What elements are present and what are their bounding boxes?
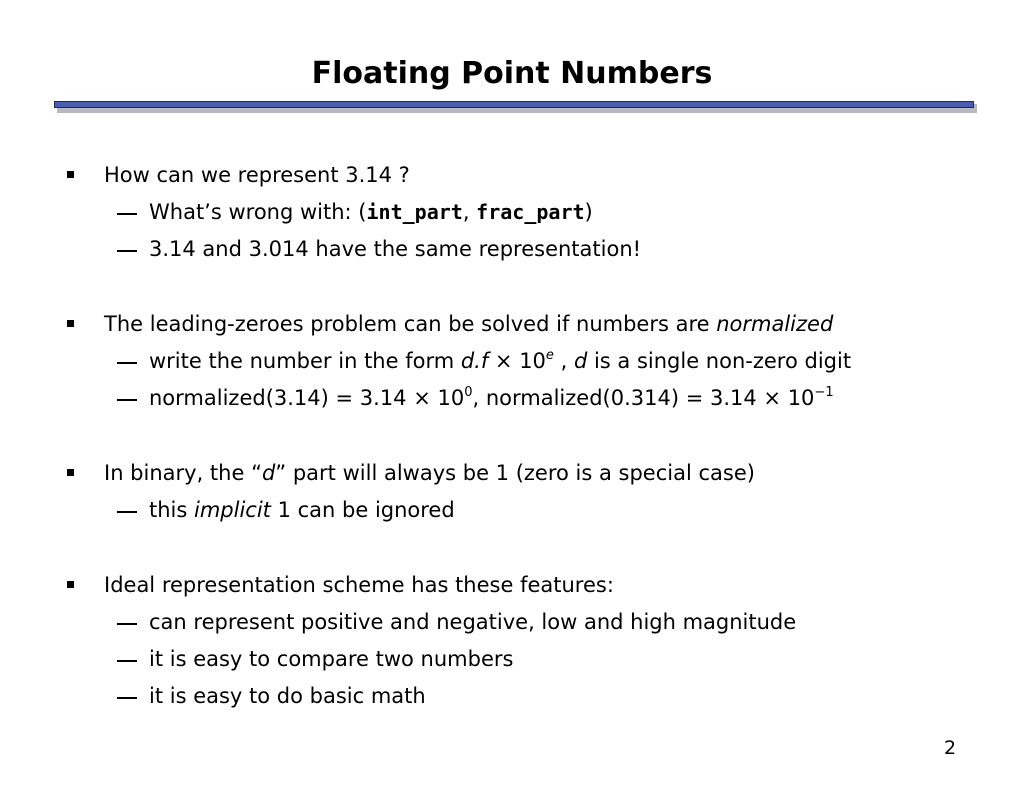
exponent-minus-1: −1 bbox=[814, 385, 834, 400]
bullet-square-icon bbox=[67, 581, 74, 588]
dash-icon bbox=[117, 623, 137, 625]
code-frac-part: frac_part bbox=[476, 200, 585, 224]
sub-item-4-2: it is easy to compare two numbers bbox=[149, 647, 514, 671]
sub-item-text: this bbox=[149, 498, 194, 522]
sub-item-1-1 bbox=[149, 198, 593, 226]
formula-df: d.f bbox=[460, 349, 489, 373]
sub-item-text: is a single non-zero digit bbox=[587, 349, 852, 373]
dash-icon bbox=[117, 511, 137, 513]
sub-item-text: , bbox=[462, 200, 477, 224]
bullet-text: ” part will always be 1 (zero is a special case) bbox=[275, 461, 755, 485]
bullet-item-2 bbox=[104, 310, 833, 338]
sub-item-4-1: can represent positive and negative, low and high magnitude bbox=[149, 610, 797, 634]
bullet-square-icon bbox=[67, 171, 74, 178]
bullet-square-icon bbox=[67, 469, 74, 476]
sub-item-1-2: 3.14 and 3.014 have the same representation! bbox=[149, 237, 642, 261]
sub-item-text: normalized(3.14) = 3.14 × 10 bbox=[149, 386, 465, 410]
sub-item-3-1 bbox=[149, 496, 455, 524]
dash-icon bbox=[117, 399, 137, 401]
bullet-text: The leading-zeroes problem can be solved if numbers are bbox=[104, 312, 717, 336]
bullet-item-3 bbox=[104, 459, 755, 487]
sub-item-2-1 bbox=[149, 347, 851, 375]
exponent-e: e bbox=[545, 348, 554, 363]
slide-title: Floating Point Numbers bbox=[311, 56, 713, 91]
dash-icon bbox=[117, 660, 137, 662]
page-number: 2 bbox=[944, 737, 957, 759]
code-int-part: int_part bbox=[366, 200, 463, 224]
bullet-square-icon bbox=[67, 320, 74, 327]
exponent-0: 0 bbox=[464, 385, 473, 400]
sub-item-text: ) bbox=[584, 200, 593, 224]
bullet-text: In binary, the “ bbox=[104, 461, 262, 485]
emphasis-implicit: implicit bbox=[194, 498, 271, 522]
bullet-item-4: Ideal representation scheme has these features: bbox=[104, 573, 614, 597]
dash-icon bbox=[117, 362, 137, 364]
sub-item-text: × 10 bbox=[488, 349, 546, 373]
emphasis-normalized: normalized bbox=[716, 312, 834, 336]
dash-icon bbox=[117, 250, 137, 252]
formula-d: d bbox=[573, 349, 588, 373]
dash-icon bbox=[117, 697, 137, 699]
sub-item-text: , normalized(0.314) = 3.14 × 10 bbox=[472, 386, 815, 410]
sub-item-text: write the number in the form bbox=[149, 349, 461, 373]
title-rule bbox=[54, 101, 974, 108]
bullet-item-1: How can we represent 3.14 ? bbox=[104, 163, 410, 187]
sub-item-2-2 bbox=[149, 384, 834, 412]
sub-item-text: 1 can be ignored bbox=[270, 498, 455, 522]
sub-item-4-3: it is easy to do basic math bbox=[149, 684, 426, 708]
sub-item-text: What’s wrong with: ( bbox=[149, 200, 367, 224]
emphasis-d: d bbox=[261, 461, 276, 485]
dash-icon bbox=[117, 213, 137, 215]
sub-item-text: , bbox=[553, 349, 574, 373]
